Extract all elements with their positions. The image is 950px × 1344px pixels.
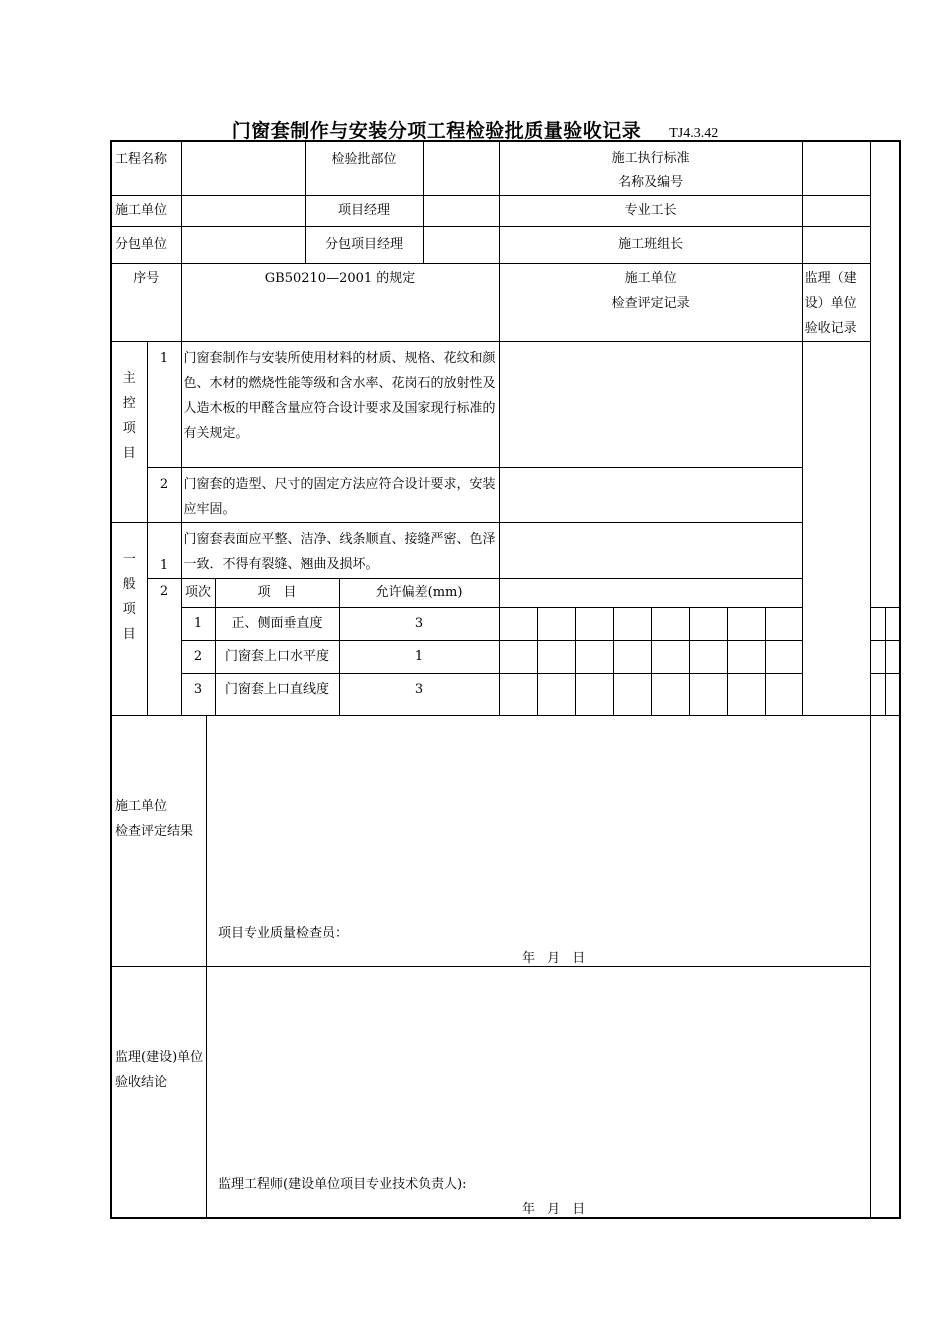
general-item-1-record[interactable] — [499, 523, 802, 579]
contractor-label: 施工单位 — [111, 196, 181, 227]
measure-cell[interactable] — [537, 641, 575, 674]
main-control-label: 主控项目 — [122, 371, 136, 461]
measure-cell[interactable] — [651, 608, 689, 641]
tolerance-header-record[interactable] — [499, 579, 802, 608]
measure-cell[interactable] — [727, 674, 765, 716]
supervision-signer-label: 监理工程师(建设单位项目专业技术负责人): — [218, 1177, 467, 1192]
measure-cell[interactable] — [575, 674, 613, 716]
supervision-result-row — [111, 967, 900, 1219]
spec-header: GB50210—2001 的规定 — [181, 264, 499, 342]
measure-cell[interactable] — [537, 674, 575, 716]
inspection-part-label: 检验批部位 — [305, 141, 423, 196]
measure-cell[interactable] — [870, 674, 885, 716]
sub-manager-label: 分包项目经理 — [305, 227, 423, 264]
supervision-result-label-cell — [111, 967, 215, 1219]
tolerance-row — [111, 608, 900, 641]
divider — [206, 967, 207, 1217]
subcontractor-value[interactable] — [181, 227, 305, 264]
measure-cell[interactable] — [765, 641, 802, 674]
main-item-1-no: 1 — [147, 342, 181, 468]
contractor-result-body[interactable] — [215, 716, 870, 967]
measure-cell[interactable] — [689, 674, 727, 716]
standard-label: 施工执行标准 名称及编号 — [499, 141, 802, 196]
inspection-part-value[interactable] — [423, 141, 499, 196]
measure-cell[interactable] — [689, 641, 727, 674]
project-name-value[interactable] — [181, 141, 305, 196]
contractor-record-header: 施工单位 检查评定记录 — [499, 264, 802, 342]
tolerance-row — [111, 674, 900, 716]
form-code: TJ4.3.42 — [669, 126, 719, 141]
supervision-result-label: 监理(建设)单位验收结论 — [115, 1050, 204, 1090]
team-leader-label: 施工班组长 — [499, 227, 802, 264]
tolerance-item-header: 项 目 — [215, 579, 339, 608]
measure-cell[interactable] — [499, 674, 537, 716]
header-row-2 — [111, 196, 900, 227]
general-item-1-no: 1 — [147, 523, 181, 579]
general-label: 一般项目 — [122, 552, 136, 642]
measure-cell[interactable] — [651, 641, 689, 674]
standard-value[interactable] — [802, 141, 870, 196]
contractor-result-label: 施工单位 检查评定结果 — [115, 799, 194, 839]
inspection-form-table — [110, 140, 901, 1219]
tolerance-row — [111, 641, 900, 674]
tolerance-header-row — [111, 579, 900, 608]
measure-cell[interactable] — [499, 641, 537, 674]
measure-cell[interactable] — [885, 641, 900, 674]
measure-cell[interactable] — [870, 608, 885, 641]
measure-cell[interactable] — [765, 674, 802, 716]
main-control-row-1 — [111, 342, 900, 468]
tolerance-row-3-order: 3 — [181, 674, 215, 716]
main-item-2-record[interactable] — [499, 468, 802, 523]
supervision-record-main[interactable] — [802, 342, 870, 716]
sub-manager-value[interactable] — [423, 227, 499, 264]
main-control-label-cell — [111, 342, 147, 523]
measure-cell[interactable] — [727, 641, 765, 674]
page-title: 门窗套制作与安装分项工程检验批质量验收记录 — [231, 120, 642, 142]
form-title-bar — [0, 116, 950, 143]
measure-cell[interactable] — [870, 641, 885, 674]
header-row-3 — [111, 227, 900, 264]
seq-header: 序号 — [111, 264, 181, 342]
main-item-1-text: 门窗套制作与安装所使用材料的材质、规格、花纹和颜色、木材的燃烧性能等级和含水率、花岗石的放射性及人造木板的甲醛含量应符合设计要求及国家现行标准的有关规定。 — [181, 342, 499, 468]
tolerance-row-3-value: 3 — [339, 674, 499, 716]
tolerance-row-2-order: 2 — [181, 641, 215, 674]
supervision-date-label: 年 月 日 — [522, 1202, 590, 1217]
contractor-signer-label: 项目专业质量检查员： — [218, 926, 349, 941]
contractor-date-label: 年 月 日 — [522, 951, 590, 966]
project-manager-label: 项目经理 — [305, 196, 423, 227]
measure-cell[interactable] — [885, 674, 900, 716]
contractor-value[interactable] — [181, 196, 305, 227]
general-item-2-no: 2 — [147, 579, 181, 716]
tolerance-row-1-order: 1 — [181, 608, 215, 641]
tolerance-row-1-value: 3 — [339, 608, 499, 641]
tolerance-value-header: 允许偏差(mm) — [339, 579, 499, 608]
main-item-2-no: 2 — [147, 468, 181, 523]
general-item-1-text: 门窗套表面应平整、洁净、线条顺直、接缝严密、色泽一致．不得有裂缝、翘曲及损坏。 — [181, 523, 499, 579]
contractor-result-row — [111, 716, 900, 967]
measure-cell[interactable] — [575, 641, 613, 674]
measure-cell[interactable] — [613, 608, 651, 641]
tolerance-order-header: 项次 — [181, 579, 215, 608]
main-item-1-record[interactable] — [499, 342, 802, 468]
project-manager-value[interactable] — [423, 196, 499, 227]
measure-cell[interactable] — [765, 608, 802, 641]
tolerance-row-2-item: 门窗套上口水平度 — [215, 641, 339, 674]
team-leader-value[interactable] — [802, 227, 870, 264]
header-row-1 — [111, 141, 900, 196]
measure-cell[interactable] — [651, 674, 689, 716]
measure-cell[interactable] — [885, 608, 900, 641]
general-row-1 — [111, 523, 900, 579]
supervision-result-body[interactable] — [215, 967, 870, 1219]
tolerance-row-2-value: 1 — [339, 641, 499, 674]
measure-cell[interactable] — [689, 608, 727, 641]
main-item-2-text: 门窗套的造型、尺寸的固定方法应符合设计要求，安装应牢固。 — [181, 468, 499, 523]
measure-cell[interactable] — [499, 608, 537, 641]
divider — [206, 716, 207, 966]
supervision-record-header: 监理（建设）单位验收记录 — [802, 264, 870, 342]
measure-cell[interactable] — [727, 608, 765, 641]
tolerance-row-3-item: 门窗套上口直线度 — [215, 674, 339, 716]
foreman-label: 专业工长 — [499, 196, 802, 227]
subcontractor-label: 分包单位 — [111, 227, 181, 264]
tolerance-row-1-item: 正、侧面垂直度 — [215, 608, 339, 641]
general-label-cell — [111, 523, 147, 716]
measure-cell[interactable] — [537, 608, 575, 641]
foreman-value[interactable] — [802, 196, 870, 227]
contractor-result-label-cell — [111, 716, 215, 967]
measure-cell[interactable] — [575, 608, 613, 641]
column-header-row — [111, 264, 900, 342]
measure-cell[interactable] — [613, 641, 651, 674]
main-control-row-2 — [111, 468, 900, 523]
project-name-label: 工程名称 — [111, 141, 181, 196]
measure-cell[interactable] — [613, 674, 651, 716]
